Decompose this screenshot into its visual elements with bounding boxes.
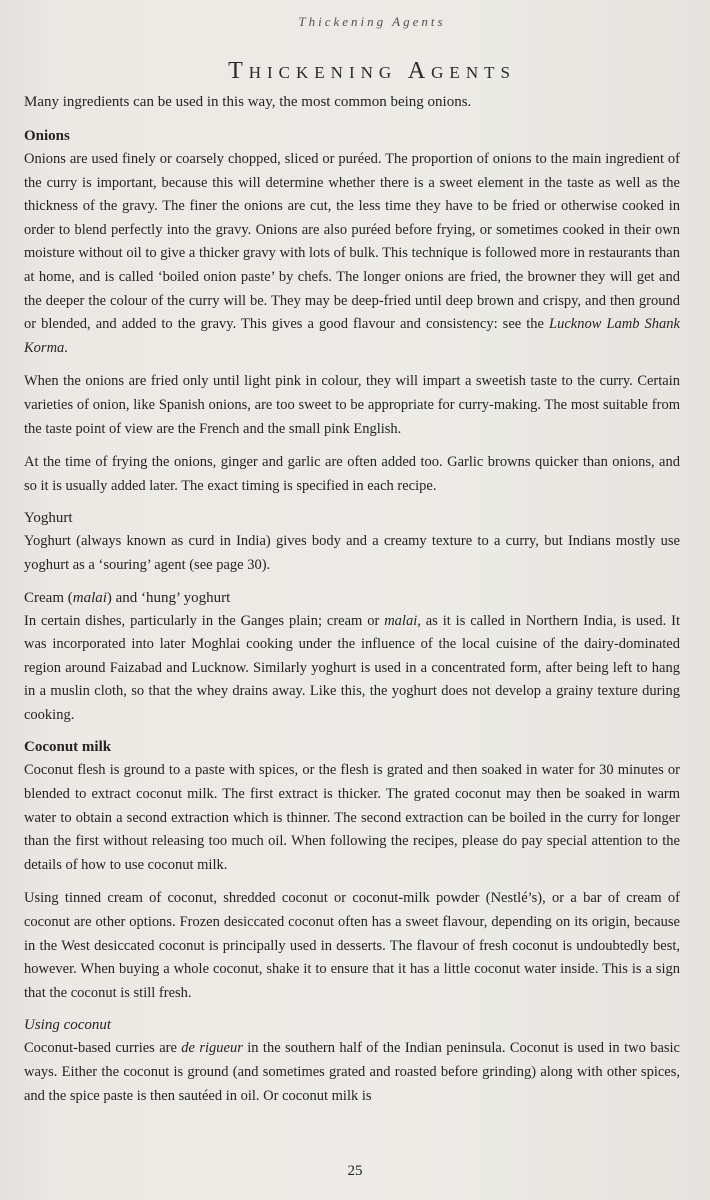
using-coconut-p1-b: in the southern half of the Indian peninsula. Coconut is used in two basic ways. Either the coconut is ground (and sometimes grated and roasted before grinding) along with other spices, and the spice paste is then sautéed in oil. Or coconut milk is bbox=[24, 1040, 680, 1104]
cream-paragraph-1 bbox=[24, 610, 680, 728]
coconut-milk-paragraph-1: Coconut flesh is ground to a paste with spices, or the flesh is grated and then soaked in water for 30 minutes or blended to extract coconut milk. The first extract is thicker. The grated coconut may then be soaked in warm water to obtain a second extraction which is thinner. The second extraction can be boiled in the curry for longer than the first without releasing too much oil. When following the recipes, please do pay special attention to the details of how to use coconut milk. bbox=[24, 762, 680, 873]
section-using-coconut bbox=[24, 1015, 680, 1108]
onions-paragraph-3: At the time of frying the onions, ginger and garlic are often added too. Garlic browns quicker than onions, and so it is usually added later. The exact timing is specified in each recipe. bbox=[24, 454, 680, 494]
onions-paragraph-2: When the onions are fried only until light pink in colour, they will impart a sweetish taste to the curry. Certain varieties of onion, like Spanish onions, are too sweet to be appropriate for curry-making. The most suitable from the taste point of view are the French and the small pink English. bbox=[24, 373, 680, 437]
using-coconut-term: de rigueur bbox=[181, 1040, 243, 1057]
section-onions bbox=[24, 126, 680, 498]
onions-p1-end: . bbox=[64, 339, 68, 356]
recipe-reference: Lucknow Lamb Shank Korma bbox=[24, 316, 680, 356]
onions-heading: Onions bbox=[24, 128, 70, 144]
using-coconut-p1-a: Coconut-based curries are bbox=[24, 1040, 182, 1057]
using-coconut-paragraph-1 bbox=[24, 1037, 680, 1108]
cream-heading-a: Cream ( bbox=[24, 589, 73, 606]
section-coconut-milk bbox=[24, 737, 680, 1005]
yoghurt-heading: Yoghurt bbox=[24, 510, 73, 527]
coconut-milk-heading: Coconut milk bbox=[24, 739, 112, 756]
cream-p1-b: , as it is called in Northern India, is used. It was incorporated into later Moghlai cooking under the influence of the local cuisine of the dairy-dominated region around Faizabad and Lucknow. Similarly yoghurt is used in a concentrated form, after being left to hang in a muslin cloth, so that the whey drains away. Like this, the yoghurt does not develop a grainy texture during cooking. bbox=[24, 612, 680, 723]
coconut-milk-paragraph-2: Using tinned cream of coconut, shredded coconut or coconut-milk powder (Nestlé’s), or a bar of cream of coconut are other options. Frozen desiccated coconut often has a sweet flavour, depending on its origin, because in the West desiccated coconut is principally used in desserts. The flavour of fresh coconut is undoubtedly best, however. When buying a whole coconut, shake it to ensure that it has a little coconut water inside. This is a sign that the coconut is still fresh. bbox=[24, 890, 680, 1001]
cream-heading bbox=[24, 588, 680, 609]
using-coconut-heading: Using coconut bbox=[24, 1017, 112, 1034]
cream-p1-a: In certain dishes, particularly in the Ganges plain; cream or bbox=[24, 612, 385, 629]
intro-text: Many ingredients can be used in this way, the most common being onions. bbox=[24, 94, 472, 110]
running-head: Thickening Agents bbox=[298, 14, 446, 29]
cream-p1-malai: malai bbox=[384, 612, 418, 629]
cream-heading-malai: malai bbox=[72, 589, 107, 606]
yoghurt-paragraph-1: Yoghurt (always known as curd in India) gives body and a creamy texture to a curry, but Indians mostly use yoghurt as a ‘souring’ agent (see page 30). bbox=[24, 533, 680, 573]
section-cream bbox=[24, 588, 680, 728]
onions-p1-text: Onions are used finely or coarsely chopped, sliced or puréed. The proportion of onions to the main ingredient of the curry is important, because this will determine whether there is a sweet element in the taste as well as the thickness of the gravy. The finer the onions are cut, the less time they have to be fried or otherwise cooked in order to blend perfectly into the gravy. Onions are also puréed before frying, or sometimes cooked in their own moisture without oil to give a thicker gravy with lots of bulk. This technique is followed more in restaurants than at home, and is called ‘boiled onion paste’ by chefs. The longer onions are fried, the browner they will get and the deeper the colour of the curry will be. They may be deep-fried until deep brown and crispy, and then ground or blended, and added to the gravy. This gives a good flavour and consistency: see the bbox=[24, 151, 680, 333]
page-number: 25 bbox=[347, 1163, 363, 1179]
section-yoghurt bbox=[24, 508, 680, 577]
onions-paragraph-1 bbox=[24, 148, 680, 360]
page-title: Thickening Agents bbox=[228, 58, 516, 84]
cream-heading-b: ) and ‘hung’ yoghurt bbox=[106, 589, 231, 606]
